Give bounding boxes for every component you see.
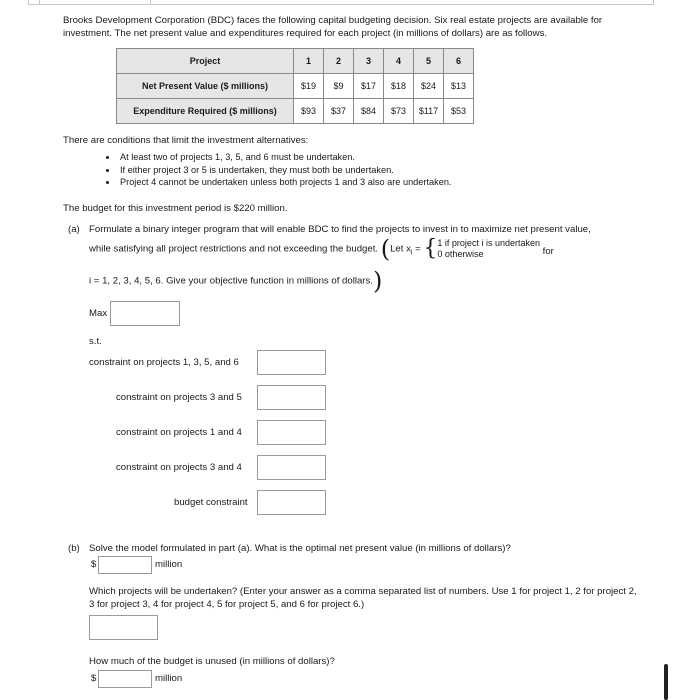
table-cell: $17 [354,74,384,99]
intro-text: Brooks Development Corporation (BDC) faces the following capital budgeting decision. Six real estate projects are available for investment. The net present value and expenditures required for each project (in millions of dollars) are as follows. [63,15,603,39]
table-cell: $53 [444,99,474,124]
table-row [117,99,474,124]
part-b-q1: Solve the model formulated in part (a). What is the optimal net present value (in millions of dollars)? [89,543,511,554]
part-b-label: (b) [68,543,80,554]
currency-symbol: $ [91,559,97,570]
constraint-input-3-5[interactable] [257,385,326,410]
table-row-label: Expenditure Required ($ millions) [117,99,294,124]
let-label: Let x [390,243,411,255]
conditions-intro: There are conditions that limit the investment alternatives: [63,135,309,146]
npv-input[interactable] [98,556,152,574]
conditions-list [100,151,451,189]
part-a-line3-row [89,267,383,295]
part-b-q2: Which projects will be undertaken? (Enter your answer as a comma separated list of numbers. Use 1 for project 1, 2 for project 2, 3 for project 3, 4 for project 4, 5 for project 5, and 6 for project 6.) [89,586,637,610]
table-cell: $37 [324,99,354,124]
constraint-label: constraint on projects 1 and 4 [116,427,242,438]
condition-item: • At least two of projects 1, 3, 5, and 6 must be undertaken. [118,151,451,164]
table-header-row [117,49,474,74]
constraint-label: constraint on projects 3 and 5 [116,392,242,403]
table-header-cell: 4 [384,49,414,74]
constraint-input-3-4[interactable] [257,455,326,480]
table-header-cell: 6 [444,49,474,74]
constraint-label: budget constraint [174,497,248,508]
table-header-cell: 3 [354,49,384,74]
table-header-cell: 2 [324,49,354,74]
currency-symbol: $ [91,673,97,684]
table-header-project: Project [117,49,294,74]
constraint-input-1-3-5-6[interactable] [257,350,326,375]
table-cell: $13 [444,74,474,99]
table-cell: $9 [324,74,354,99]
objective-input[interactable] [110,301,180,326]
left-paren: ( [380,235,391,263]
part-a-label: (a) [68,224,80,235]
part-b-q3: How much of the budget is unused (in millions of dollars)? [89,656,335,667]
table-cell: $84 [354,99,384,124]
cases-block [437,238,540,260]
table-row [117,74,474,99]
st-label: s.t. [89,336,102,347]
let-subscript: i [410,249,413,257]
condition-item: • Project 4 cannot be undertaken unless both projects 1 and 3 also are undertaken. [118,176,451,189]
table-row-label: Net Present Value ($ millions) [117,74,294,99]
table-cell: $117 [414,99,444,124]
constraint-label: constraint on projects 1, 3, 5, and 6 [89,357,239,368]
budget-text: The budget for this investment period is $220 million. [63,203,288,214]
constraint-label: constraint on projects 3 and 4 [116,462,242,473]
let-equals: = [412,243,421,255]
part-a-line1: Formulate a binary integer program that will enable BDC to find the projects to invest in to maximize net present value, [89,224,591,235]
table-header-cell: 5 [414,49,444,74]
left-brace: { [423,236,438,261]
table-header-cell: 1 [294,49,324,74]
condition-item: • If either project 3 or 5 is undertaken, they must both be undertaken. [118,164,451,177]
for-label: for [542,245,554,257]
project-table [116,48,474,124]
unit-label: million [155,673,183,684]
part-a-line3: i = 1, 2, 3, 4, 5, 6. Give your objective function in millions of dollars. [89,275,373,287]
unit-label: million [155,559,183,570]
constraint-input-1-4[interactable] [257,420,326,445]
budget-constraint-input[interactable] [257,490,326,515]
case-2: 0 otherwise [437,249,484,259]
table-cell: $93 [294,99,324,124]
top-frame [28,0,654,5]
table-cell: $73 [384,99,414,124]
case-1: 1 if project i is undertaken [437,238,540,248]
part-a-line2: while satisfying all project restrictions and not exceeding the budget. [89,243,379,255]
right-paren: ) [372,267,383,295]
table-cell: $24 [414,74,444,99]
unused-budget-input[interactable] [98,670,152,688]
projects-input[interactable] [89,615,158,640]
max-label: Max [89,308,108,319]
table-cell: $19 [294,74,324,99]
top-tab-frame [39,0,151,4]
table-cell: $18 [384,74,414,99]
part-a-line2-row [89,235,554,263]
scrollbar-thumb[interactable] [664,664,668,700]
